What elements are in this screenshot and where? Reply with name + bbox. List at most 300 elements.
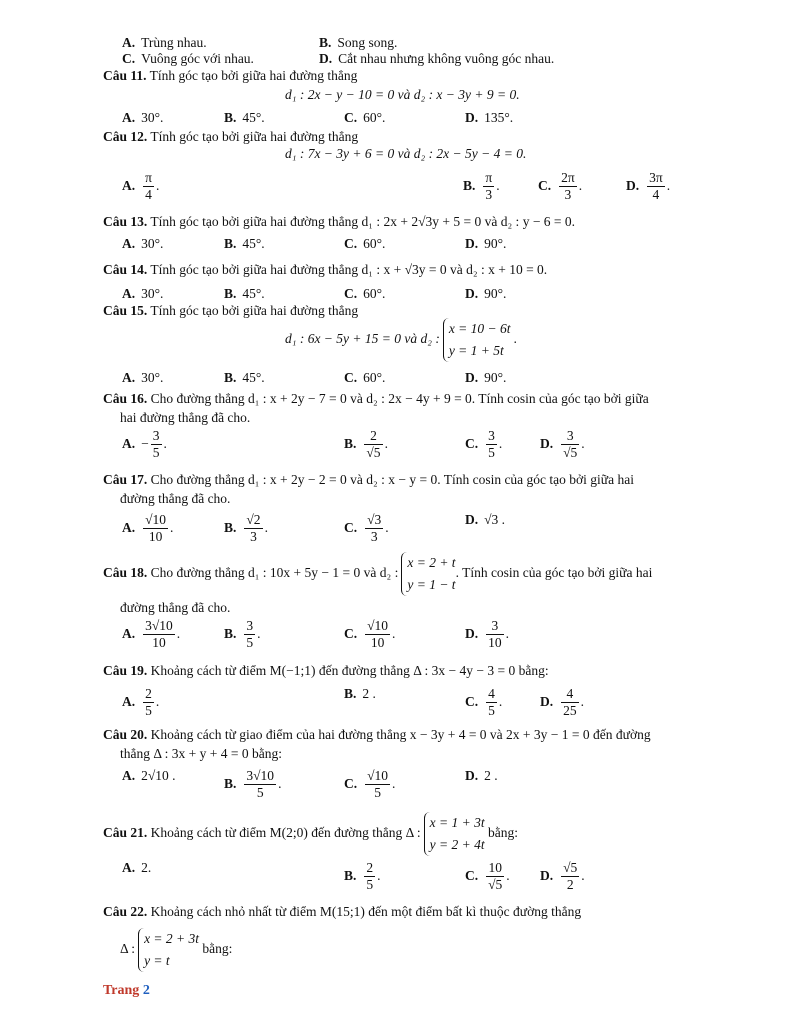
numerator: 3 — [488, 428, 495, 443]
page-footer — [103, 983, 150, 999]
equation-line: y = 2 + 4t — [429, 837, 485, 852]
period: . — [384, 435, 388, 451]
question-text: Cho đường thẳng d₁ : 10x + 5y − 1 = 0 và d₂ : — [147, 565, 399, 581]
fraction — [559, 170, 577, 203]
denominator: 4 — [652, 187, 660, 202]
formula-text: Δ : — [120, 941, 136, 957]
equation-system — [443, 318, 511, 362]
q12-option-d — [626, 170, 670, 203]
option-letter: B. — [224, 110, 237, 125]
q20-option-d — [465, 768, 498, 784]
numerator: 4 — [488, 686, 495, 701]
option-value: 90°. — [484, 370, 507, 385]
q21-option-d — [540, 860, 585, 893]
q18-option-b — [224, 618, 261, 651]
option-letter: B. — [344, 686, 357, 701]
option-letter: D. — [465, 236, 479, 251]
q11-option-a — [122, 110, 163, 126]
option-fraction — [559, 860, 585, 892]
option-value: 60°. — [363, 286, 386, 301]
option-fraction — [484, 618, 509, 650]
option-fraction — [559, 428, 585, 460]
question-text-cont: . Tính cosin của góc tạo bởi giữa hai — [455, 565, 653, 581]
option-fraction — [242, 768, 282, 800]
period: . — [392, 625, 396, 641]
question-19 — [103, 663, 549, 679]
option-letter: B. — [224, 236, 237, 251]
option-letter: D. — [465, 286, 479, 301]
question-text: Khoảng cách từ điểm M(2;0) đến đường thẳng Δ : — [147, 825, 421, 841]
option-letter: B. — [224, 286, 237, 301]
period: . — [377, 867, 381, 883]
option-letter: D. — [319, 51, 333, 66]
q10-option-d — [319, 51, 554, 67]
q19-option-b — [344, 686, 376, 702]
denominator: √5 — [488, 877, 503, 892]
option-fraction — [242, 512, 268, 544]
option-letter: D. — [540, 435, 554, 451]
numerator: √10 — [367, 618, 389, 633]
numerator: 3√10 — [145, 618, 173, 633]
period: . — [385, 519, 389, 535]
q19-option-a — [122, 686, 159, 719]
question-15-formula — [285, 318, 517, 362]
period: . — [666, 177, 671, 193]
question-text: Tính góc tạo bởi giữa hai đường thẳng — [147, 262, 359, 277]
option-value: 2 . — [484, 768, 498, 783]
question-21 — [103, 812, 518, 856]
option-letter: B. — [224, 519, 237, 535]
option-fraction — [141, 512, 174, 544]
option-letter: A. — [122, 370, 136, 385]
denominator: 3 — [564, 187, 572, 202]
denominator: 3 — [250, 529, 257, 544]
question-number: Câu 18. — [103, 565, 148, 581]
q14-option-a — [122, 286, 163, 302]
option-letter: A. — [122, 177, 136, 193]
q11-option-d — [465, 110, 513, 126]
fraction — [151, 428, 162, 461]
period: . — [155, 693, 160, 709]
q19-option-d — [540, 686, 584, 719]
option-value: 60°. — [363, 110, 386, 125]
question-18-line2: đường thẳng đã cho. — [120, 600, 231, 615]
period: . — [506, 867, 510, 883]
option-fraction — [362, 860, 381, 892]
fraction — [486, 860, 504, 893]
period: . — [498, 435, 503, 451]
option-value: 60°. — [363, 236, 386, 251]
option-letter: C. — [344, 236, 358, 251]
option-letter: C. — [465, 435, 479, 451]
denominator: 5 — [366, 877, 374, 892]
fraction — [143, 618, 175, 651]
footer-page-number: 2 — [142, 983, 150, 998]
q14-option-b — [224, 286, 265, 302]
numerator: 2π — [561, 170, 575, 185]
q13-option-c — [344, 236, 385, 252]
question-12 — [103, 129, 358, 145]
numerator: 10 — [486, 860, 504, 877]
numerator: 3 — [152, 428, 160, 443]
q16-option-b — [344, 428, 388, 461]
denominator: 5 — [246, 635, 254, 650]
equation-line: x = 1 + 3t — [429, 815, 485, 830]
question-number: Câu 22. — [103, 904, 148, 919]
option-letter: A. — [122, 110, 136, 125]
option-value: 45°. — [242, 370, 265, 385]
q14-option-c — [344, 286, 385, 302]
denominator: 10 — [152, 635, 166, 650]
option-value: 2. — [141, 860, 152, 875]
option-fraction — [484, 686, 503, 718]
question-number: Câu 15. — [103, 303, 148, 318]
fraction — [364, 860, 375, 893]
option-value: √3 . — [484, 512, 506, 527]
question-12-formula: d₁ : 7x − 3y + 6 = 0 và d₂ : 2x − 5y − 4 = 0. — [285, 146, 527, 161]
denominator: 5 — [488, 703, 495, 718]
option-value: Song song. — [337, 35, 398, 50]
option-fraction — [362, 428, 388, 460]
denominator: 10 — [148, 529, 163, 544]
option-letter: A. — [122, 693, 136, 709]
period: . — [163, 435, 167, 451]
denominator: 2 — [566, 877, 574, 892]
denominator: 5 — [145, 703, 152, 718]
fraction — [143, 170, 154, 203]
period: . — [155, 177, 160, 193]
option-value: 45°. — [242, 236, 265, 251]
q20-option-c — [344, 768, 395, 801]
denominator: 5 — [256, 785, 264, 800]
option-letter: D. — [540, 693, 554, 709]
option-value: 2 . — [362, 686, 376, 701]
fraction — [561, 860, 579, 893]
option-fraction — [559, 686, 584, 718]
option-letter: A. — [122, 35, 136, 50]
period: . — [505, 625, 509, 641]
option-fraction — [481, 170, 500, 202]
question-text: Khoảng cách nhỏ nhất từ điểm M(15;1) đến một điểm bất kì thuộc đường thẳng — [147, 904, 582, 919]
numerator: √3 — [367, 512, 382, 527]
question-number: Câu 11. — [103, 68, 147, 83]
option-fraction — [141, 686, 160, 718]
option-letter: C. — [344, 519, 358, 535]
fraction — [143, 512, 168, 545]
option-letter: B. — [344, 435, 357, 451]
question-text-cont: bằng: — [484, 825, 519, 841]
option-letter: B. — [224, 775, 237, 791]
equation-line: y = 1 + 5t — [448, 343, 504, 358]
fraction — [244, 618, 255, 651]
option-fraction — [484, 860, 510, 892]
denominator: 4 — [145, 187, 152, 202]
question-17 — [103, 472, 634, 488]
q13-option-d — [465, 236, 506, 252]
option-letter: B. — [224, 625, 237, 641]
q17-option-a — [122, 512, 173, 545]
option-letter: D. — [465, 625, 479, 641]
q16-option-c — [465, 428, 502, 461]
q17-option-c — [344, 512, 389, 545]
option-letter: C. — [538, 177, 552, 193]
period: . — [581, 435, 585, 451]
q16-option-d — [540, 428, 585, 461]
denominator: 25 — [563, 703, 577, 718]
question-number: Câu 21. — [103, 825, 148, 841]
question-text: Tính góc tạo bởi giữa hai đường thẳng — [147, 303, 359, 318]
question-22 — [103, 904, 581, 920]
numerator: √10 — [367, 768, 389, 783]
q10-option-b — [319, 35, 397, 51]
option-value: 60°. — [363, 370, 386, 385]
q14-option-d — [465, 286, 506, 302]
option-letter: D. — [465, 370, 479, 385]
q20-option-a — [122, 768, 176, 784]
q15-option-d — [465, 370, 506, 386]
question-16 — [103, 391, 649, 407]
question-formula: d₁ : x + √3y = 0 và d₂ : x + 10 = 0. — [358, 262, 548, 277]
q20-option-b — [224, 768, 281, 801]
minus-sign: − — [141, 435, 149, 451]
option-letter: C. — [344, 286, 358, 301]
question-20-line2: thẳng Δ : 3x + y + 4 = 0 bằng: — [120, 746, 283, 761]
question-number: Câu 12. — [103, 129, 148, 144]
numerator: 3π — [649, 170, 663, 185]
period: . — [580, 693, 584, 709]
q12-option-c — [538, 170, 582, 203]
denominator: √5 — [563, 445, 578, 460]
q11-option-b — [224, 110, 265, 126]
question-text: Cho đường thẳng d₁ : x + 2y − 7 = 0 và d₂ : 2x − 4y + 9 = 0. Tính cosin của góc tạo bởi giữa — [147, 391, 649, 406]
question-formula: d₁ : 2x + 2√3y + 5 = 0 và d₂ : y − 6 = 0. — [358, 214, 576, 229]
question-text: Khoảng cách từ điểm M(−1;1) đến đường thẳng Δ : 3x − 4y − 3 = 0 bằng: — [147, 663, 549, 678]
fraction — [561, 428, 579, 461]
question-16-line2: hai đường thẳng đã cho. — [120, 410, 251, 425]
equation-system — [138, 928, 199, 972]
option-value: 30°. — [141, 286, 164, 301]
option-value: 45°. — [242, 110, 265, 125]
option-letter: A. — [122, 286, 136, 301]
option-letter: B. — [344, 867, 357, 883]
option-value: 135°. — [484, 110, 514, 125]
option-letter: C. — [465, 867, 479, 883]
option-value: Trùng nhau. — [141, 35, 207, 50]
option-letter: D. — [540, 867, 554, 883]
denominator: 5 — [152, 445, 160, 460]
option-fraction — [363, 512, 389, 544]
q10-option-a — [122, 35, 207, 51]
period: . — [170, 519, 174, 535]
fraction — [143, 686, 154, 719]
option-fraction — [242, 618, 261, 650]
option-letter: D. — [465, 768, 479, 783]
fraction — [647, 170, 665, 203]
fraction — [364, 428, 382, 461]
question-11-formula: d₁ : 2x − y − 10 = 0 và d₂ : x − 3y + 9 = 0. — [285, 87, 520, 102]
question-number: Câu 14. — [103, 262, 148, 277]
fraction — [244, 512, 262, 545]
period: . — [392, 775, 396, 791]
numerator: π — [485, 170, 493, 185]
option-value: 30°. — [141, 236, 164, 251]
option-letter: B. — [319, 35, 332, 50]
q21-option-b — [344, 860, 381, 893]
question-text: Tính góc tạo bởi giữa hai đường thẳng — [147, 129, 359, 144]
option-fraction — [363, 618, 396, 650]
period: . — [264, 519, 268, 535]
q11-option-c — [344, 110, 385, 126]
q18-option-a — [122, 618, 180, 651]
option-letter: C. — [344, 775, 358, 791]
option-letter: B. — [224, 370, 237, 385]
numerator: 3 — [486, 618, 504, 635]
option-letter: D. — [626, 177, 640, 193]
question-text-cont: bằng: — [199, 941, 233, 957]
q19-option-c — [465, 686, 502, 719]
option-value: 30°. — [141, 370, 164, 385]
equation-line: y = t — [144, 953, 170, 968]
numerator: 2 — [145, 686, 152, 701]
fraction — [365, 618, 390, 651]
option-value: 2√10 . — [141, 768, 176, 783]
option-letter: B. — [463, 177, 476, 193]
equation-line: x = 10 − 6t — [448, 321, 511, 336]
fraction — [486, 686, 497, 719]
numerator: 2 — [364, 428, 382, 445]
numerator: 3√10 — [246, 768, 275, 783]
q15-option-b — [224, 370, 265, 386]
numerator: π — [145, 170, 152, 185]
period: . — [176, 625, 181, 641]
q18-option-d — [465, 618, 509, 651]
fraction — [561, 686, 579, 719]
period: . — [581, 867, 585, 883]
question-number: Câu 19. — [103, 663, 148, 678]
option-letter: D. — [465, 110, 479, 125]
question-20 — [103, 727, 651, 743]
period: . — [257, 625, 261, 641]
equation-line: x = 2 + t — [407, 555, 456, 570]
option-value: 90°. — [484, 286, 507, 301]
option-value: Vuông góc với nhau. — [141, 51, 254, 66]
option-fraction — [141, 170, 160, 202]
q13-option-a — [122, 236, 163, 252]
question-11 — [103, 68, 357, 84]
q21-option-a — [122, 860, 151, 876]
fraction — [365, 768, 390, 801]
numerator: 3 — [246, 618, 254, 633]
option-letter: A. — [122, 768, 136, 783]
q12-option-b — [463, 170, 500, 203]
denominator: 3 — [485, 187, 493, 202]
option-letter: C. — [344, 110, 358, 125]
option-fraction — [484, 428, 503, 460]
period: . — [578, 177, 583, 193]
numerator: 4 — [561, 686, 579, 703]
denominator: 10 — [370, 635, 385, 650]
q18-option-c — [344, 618, 395, 651]
numerator: √5 — [563, 860, 578, 875]
option-fraction — [141, 618, 181, 650]
footer-label: Trang — [103, 983, 140, 998]
q17-option-d — [465, 512, 505, 528]
option-letter: C. — [344, 625, 358, 641]
equation-system — [401, 552, 455, 596]
option-value: 45°. — [242, 286, 265, 301]
numerator: 3 — [561, 428, 579, 445]
period: . — [496, 177, 500, 193]
option-letter: A. — [122, 435, 136, 451]
question-text: Tính góc tạo bởi giữa hai đường thẳng — [146, 68, 358, 83]
q16-option-a — [122, 428, 167, 461]
option-letter: A. — [122, 519, 136, 535]
option-value: 90°. — [484, 236, 507, 251]
fraction — [365, 512, 383, 545]
q15-option-c — [344, 370, 385, 386]
option-letter: C. — [465, 693, 479, 709]
question-text: Tính góc tạo bởi giữa hai đường thẳng — [147, 214, 359, 229]
question-14 — [103, 262, 547, 278]
period: . — [510, 331, 518, 347]
question-18 — [103, 552, 652, 596]
question-number: Câu 13. — [103, 214, 148, 229]
q10-option-c — [122, 51, 254, 67]
question-15 — [103, 303, 358, 319]
question-number: Câu 16. — [103, 391, 148, 406]
question-13 — [103, 214, 575, 230]
question-text: Khoảng cách từ giao điểm của hai đường thẳng x − 3y + 4 = 0 và 2x + 3y − 1 = 0 đến đường — [147, 727, 651, 742]
option-letter: C. — [122, 51, 136, 66]
option-fraction — [141, 428, 167, 460]
denominator: √5 — [366, 445, 381, 460]
option-letter: A. — [122, 236, 136, 251]
option-letter: D. — [465, 512, 479, 527]
option-value: 30°. — [141, 110, 164, 125]
option-letter: A. — [122, 625, 136, 641]
period: . — [498, 693, 503, 709]
q17-option-b — [224, 512, 268, 545]
question-text: Cho đường thẳng d₁ : x + 2y − 2 = 0 và d₂ : x − y = 0. Tính cosin của góc tạo bởi giữa hai — [147, 472, 634, 487]
question-17-line2: đường thẳng đã cho. — [120, 491, 231, 506]
q13-option-b — [224, 236, 265, 252]
denominator: 3 — [370, 529, 378, 544]
equation-line: x = 2 + 3t — [144, 931, 200, 946]
fraction — [244, 768, 276, 801]
option-fraction — [363, 768, 396, 800]
formula-text: d₁ : 6x − 5y + 15 = 0 và d₂ : — [285, 331, 440, 347]
denominator: 5 — [488, 445, 495, 460]
fraction — [486, 428, 497, 461]
period: . — [278, 775, 282, 791]
numerator: √2 — [246, 512, 261, 527]
question-22-line2 — [120, 928, 232, 972]
q12-option-a — [122, 170, 159, 203]
question-number: Câu 20. — [103, 727, 148, 742]
fraction — [483, 170, 494, 203]
numerator: 2 — [366, 860, 374, 875]
equation-system — [424, 812, 485, 856]
option-value: Cắt nhau nhưng không vuông góc nhau. — [338, 51, 555, 66]
question-number: Câu 17. — [103, 472, 148, 487]
option-letter: A. — [122, 860, 136, 875]
fraction — [486, 618, 504, 651]
numerator: √10 — [145, 512, 167, 527]
option-letter: C. — [344, 370, 358, 385]
q15-option-a — [122, 370, 163, 386]
denominator: 10 — [488, 635, 502, 650]
equation-line: y = 1 − t — [407, 577, 456, 592]
